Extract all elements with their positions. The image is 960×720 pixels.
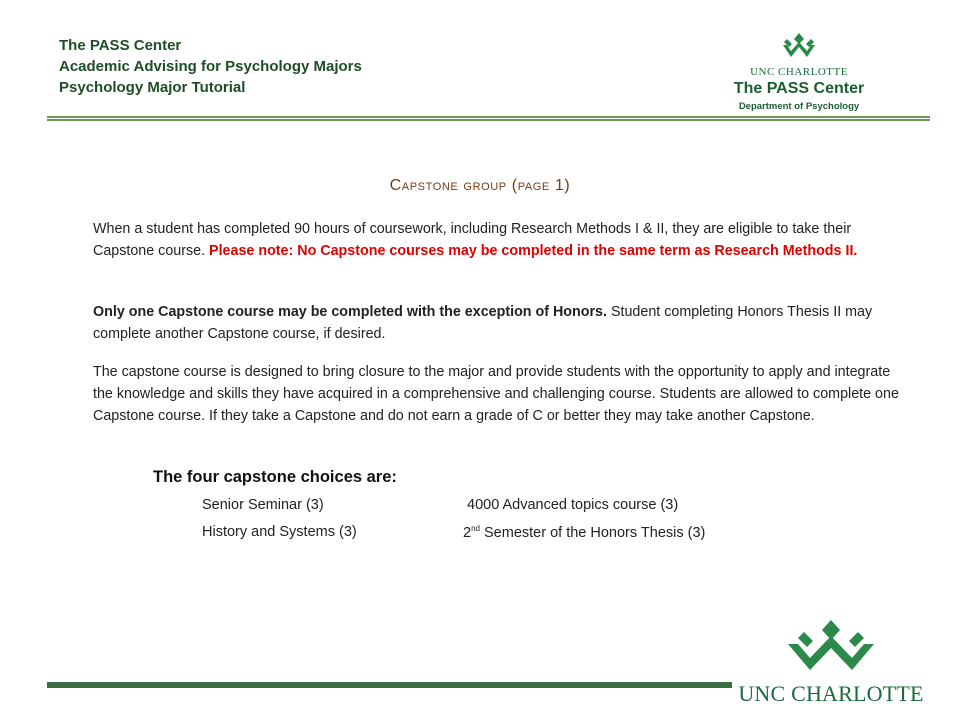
choice-honors-sup: nd bbox=[471, 524, 480, 533]
paragraph-eligibility bbox=[93, 218, 908, 262]
header-line-2: Academic Advising for Psychology Majors bbox=[59, 58, 362, 75]
header-divider bbox=[47, 116, 930, 121]
footer-unc-text: UNC CHARLOTTE bbox=[738, 681, 924, 706]
paragraph-capstone-description: The capstone course is designed to bring closure to the major and provide students with the opportunity to apply and integrate the knowledge and skills they have acquired in a comprehensive and challenging course. Students are allowed to complete one Capstone course. If they take a Capstone and do not earn a grade of C or better they may take another Capstone. bbox=[93, 364, 899, 424]
pass-center-logo bbox=[724, 33, 874, 112]
choice-senior-seminar: Senior Seminar (3) bbox=[202, 497, 324, 513]
choice-honors-num: 2 bbox=[463, 525, 472, 541]
header-line-3: Psychology Major Tutorial bbox=[59, 79, 246, 96]
paragraph-one-capstone bbox=[93, 301, 908, 345]
footer-divider bbox=[47, 682, 732, 688]
choice-honors-thesis bbox=[463, 524, 705, 541]
unc-crown-icon bbox=[777, 33, 821, 59]
one-capstone-rule: Only one Capstone course may be completed with the exception of Honors. bbox=[93, 304, 607, 320]
unc-charlotte-logo bbox=[736, 620, 926, 707]
choice-history-systems: History and Systems (3) bbox=[202, 524, 357, 540]
slide-title: Capstone group (page 1) bbox=[389, 177, 571, 194]
eligibility-text: When a student has completed 90 hours of coursework, including Research Methods I & II, they are eligible to take their Capstone course. bbox=[93, 221, 852, 259]
header-line-1: The PASS Center bbox=[59, 37, 182, 54]
choices-title: The four capstone choices are: bbox=[153, 468, 397, 486]
logo-pass-center-text: The PASS Center bbox=[733, 80, 865, 97]
choice-advanced-topics: 4000 Advanced topics course (3) bbox=[467, 497, 679, 513]
header-block bbox=[59, 35, 362, 98]
honors-exception: Student completing Honors Thesis II may complete another Capstone course, if desired. bbox=[93, 304, 873, 342]
eligibility-note: Please note: No Capstone courses may be completed in the same term as Research Methods II. bbox=[209, 243, 858, 259]
unc-crown-large-icon bbox=[766, 620, 896, 672]
logo-dept-text: Department of Psychology bbox=[738, 101, 860, 112]
logo-unc-text: UNC CHARLOTTE bbox=[750, 66, 848, 78]
choice-honors-rest: Semester of the Honors Thesis (3) bbox=[479, 525, 706, 541]
